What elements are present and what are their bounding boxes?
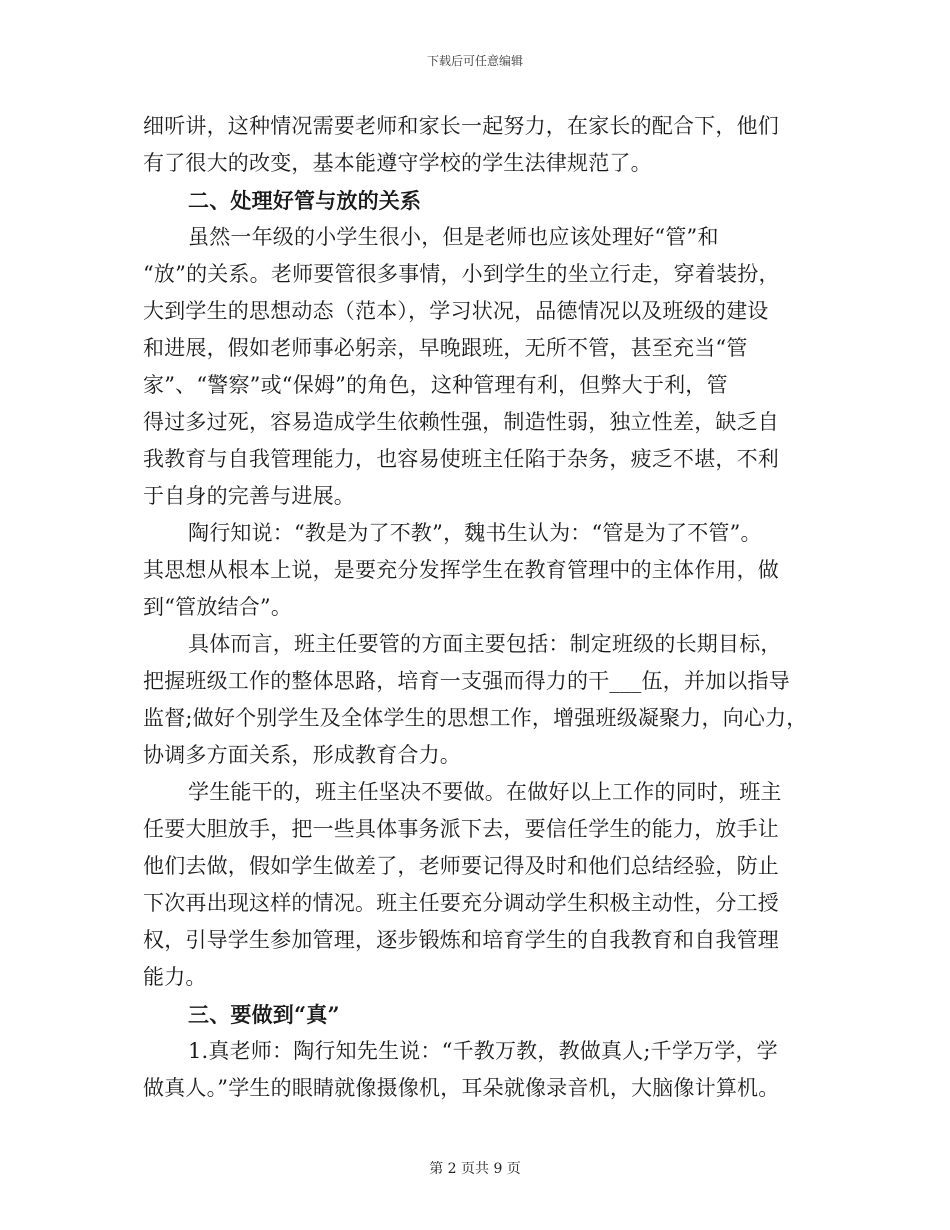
text-line: 得过多过死，容易造成学生依赖性强，制造性弱，独立性差，缺乏自: [143, 410, 779, 434]
text-line: 其思想从根本上说，是要充分发挥学生在教育管理中的主体作用，做: [143, 558, 779, 582]
text-line: 于自身的完善与进展。: [143, 484, 355, 508]
text-line: 学生能干的，班主任坚决不要做。在做好以上工作的同时，班主: [188, 780, 782, 804]
text-line: 做真人。”学生的眼睛就像摄像机，耳朵就像录音机，大脑像计算机。: [143, 1076, 780, 1100]
text-line: 有了很大的改变，基本能遵守学校的学生法律规范了。: [143, 151, 652, 175]
text-line: 和进展，假如老师事必躬亲，早晚跟班，无所不管，甚至充当“管: [143, 336, 748, 360]
page-header: 下载后可任意编辑: [426, 54, 523, 68]
text-line: 能力。: [143, 965, 207, 989]
section-heading: 三、要做到“真”: [188, 1002, 340, 1027]
text-line: 监督;做好个别学生及全体学生的思想工作，增强班级凝聚力，向心力，: [143, 706, 808, 730]
text-line: 下次再出现这样的情况。班主任要充分调动学生积极主动性，分工授: [143, 891, 779, 915]
text-line: 大到学生的思想动态（范本），学习状况，品德情况以及班级的建设: [143, 299, 769, 323]
section-heading: 二、处理好管与放的关系: [188, 188, 422, 213]
text-line: 虽然一年级的小学生很小，但是老师也应该处理好“管”和: [188, 225, 719, 249]
text-line: 具体而言，班主任要管的方面主要包括：制定班级的长期目标，: [188, 632, 782, 656]
text-line: 我教育与自我管理能力，也容易使班主任陷于杂务，疲乏不堪，不利: [143, 447, 779, 471]
text-line: 陶行知说：“教是为了不教”，魏书生认为：“管是为了不管”。: [188, 521, 762, 545]
text-line: 细听讲，这种情况需要老师和家长一起努力，在家长的配合下，他们: [143, 114, 779, 138]
text-line: 家”、“警察”或“保姆”的角色，这种管理有利，但弊大于利，管: [143, 373, 728, 397]
document-body: [143, 108, 815, 1107]
text-line: 任要大胆放手，把一些具体事务派下去，要信任学生的能力，放手让: [143, 817, 779, 841]
text-line: 他们去做，假如学生做差了，老师要记得及时和他们总结经验，防止: [143, 854, 779, 878]
text-line: 1.真老师：陶行知先生说：“千教万教，教做真人;千学万学，学: [188, 1039, 778, 1063]
text-line: 把握班级工作的整体思路，培育一支强而得力的干___伍，并加以指导: [143, 669, 790, 693]
page-footer: 第 2 页共 9 页: [429, 1161, 521, 1177]
text-line: 协调多方面关系，形成教育合力。: [143, 743, 461, 767]
text-line: 到“管放结合”。: [143, 595, 293, 619]
text-line: 权，引导学生参加管理，逐步锻炼和培育学生的自我教育和自我管理: [143, 928, 779, 952]
text-line: “放”的关系。老师要管很多事情，小到学生的坐立行走，穿着装扮，: [143, 262, 780, 286]
